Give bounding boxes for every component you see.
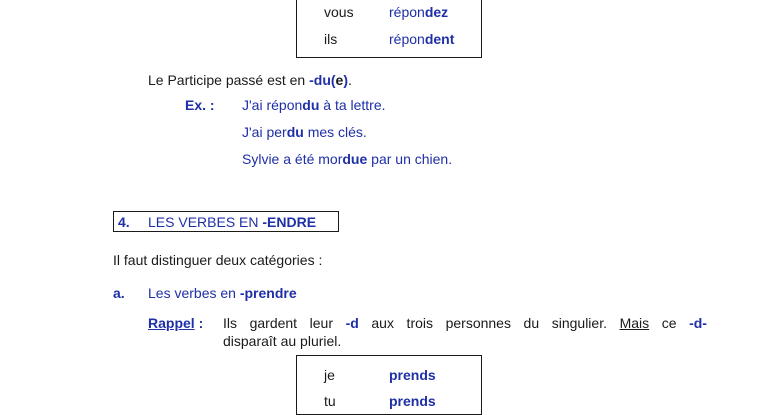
sub-a-label: a. <box>113 285 125 301</box>
section-title: LES VERBES EN -ENDRE <box>148 214 317 230</box>
rappel-line-2: disparaît au pluriel. <box>223 333 342 349</box>
table-row <box>297 388 481 414</box>
verb-form: prends <box>389 393 436 409</box>
verb-form: prends <box>389 367 436 383</box>
pronoun: ils <box>324 31 338 47</box>
bottom-conjugation-table <box>296 355 482 415</box>
table-row <box>297 0 481 25</box>
example-3: Sylvie a été mordue par un chien. <box>242 151 453 167</box>
sub-a-title: Les verbes en -prendre <box>148 285 297 301</box>
example-1: J'ai répondu à ta lettre. <box>242 97 386 113</box>
pronoun: vous <box>324 4 354 20</box>
intro-text: Il faut distinguer deux catégories : <box>113 252 323 268</box>
rappel-line-1: Ils gardent leur -d aux trois personnes du singulier. Mais ce -d- <box>223 315 707 331</box>
example-label: Ex. : <box>185 97 215 113</box>
table-row <box>297 362 481 388</box>
pronoun: tu <box>324 393 336 409</box>
rappel-label: Rappel : <box>148 315 204 331</box>
verb-form: répondez <box>389 4 449 20</box>
participe-line: Le Participe passé est en -du(e). <box>148 72 352 88</box>
example-2: J'ai perdu mes clés. <box>242 124 367 140</box>
pronoun: je <box>324 367 335 383</box>
section-number: 4. <box>118 214 130 230</box>
table-row <box>297 26 481 52</box>
top-conjugation-table <box>296 0 482 58</box>
verb-form: répondent <box>389 31 455 47</box>
